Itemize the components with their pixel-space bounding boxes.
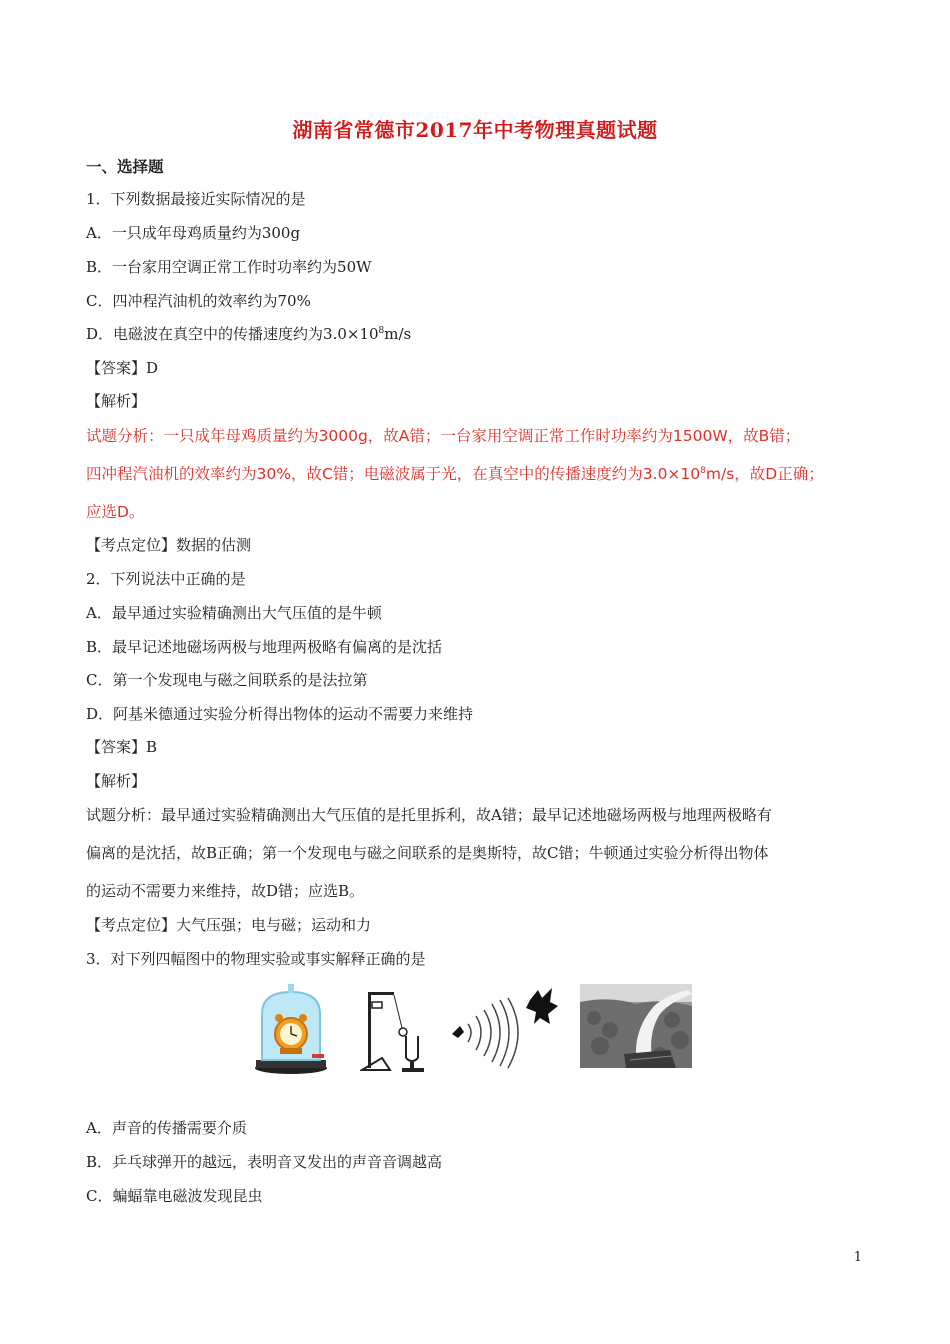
q1-analysis-line-1: 试题分析：一只成年母鸡质量约为3000g，故A错；一台家用空调正常工作时功率约为1500W，故B错； [86, 427, 801, 445]
page-title: 湖南省常德市2017年中考物理真题试题 [292, 118, 658, 142]
q2-analysis-label: 【解析】 [86, 772, 147, 790]
q1-option-d [86, 323, 411, 344]
road-photo-figure [580, 984, 692, 1068]
q1-option-d-text: D．电磁波在真空中的传播速度约为3.0×10 [86, 325, 379, 343]
q3-figures [250, 984, 700, 1076]
q1-option-c: C．四冲程汽油机的效率约为70% [86, 292, 311, 310]
q1-answer: 【答案】D [86, 359, 159, 377]
q2-option-a: A．最早通过实验精确测出大气压值的是牛顿 [86, 604, 382, 622]
q1-analysis-line-3: 应选D。 [86, 503, 145, 521]
q1-analysis-line-2-exponent: 8 [700, 465, 706, 476]
q2-analysis-line-2: 偏离的是沈括，故B正确；第一个发现电与磁之间联系的是奥斯特，故C错；牛顿通过实验分析得出物体 [86, 844, 769, 862]
q3-option-a: A．声音的传播需要介质 [86, 1119, 247, 1137]
q3-option-b: B．乒乓球弹开的越远，表明音叉发出的声音音调越高 [86, 1153, 443, 1171]
q2-answer: 【答案】B [86, 738, 158, 756]
q2-kaodian: 【考点定位】大气压强；电与磁；运动和力 [86, 916, 372, 934]
q3-option-c: C．蝙蝠靠电磁波发现昆虫 [86, 1187, 263, 1205]
q2-analysis-line-3: 的运动不需要力来维持，故D错；应选B。 [86, 882, 365, 900]
bell-jar-figure [250, 984, 332, 1076]
q1-kaodian: 【考点定位】数据的估测 [86, 536, 252, 554]
q1-option-d-exponent: 8 [378, 326, 385, 336]
page-number: 1 [853, 1250, 862, 1265]
q1-analysis-line-2-tail: m/s，故D正确； [705, 465, 824, 483]
q1-option-b: B．一台家用空调正常工作时功率约为50W [86, 258, 372, 276]
q2-option-c: C．第一个发现电与磁之间联系的是法拉第 [86, 671, 368, 689]
tuning-fork-figure [360, 984, 430, 1076]
q2-option-b: B．最早记述地磁场两极与地理两极略有偏离的是沈括 [86, 638, 443, 656]
q3-stem: 3．对下列四幅图中的物理实验或事实解释正确的是 [86, 950, 426, 968]
q1-option-a: A．一只成年母鸡质量约为300g [86, 224, 301, 242]
q2-analysis-line-1: 试题分析：最早通过实验精确测出大气压值的是托里拆利，故A错；最早记述地磁场两极与地理两极略有 [86, 806, 772, 824]
q1-option-d-unit: m/s [384, 325, 412, 343]
q1-analysis-line-2 [86, 462, 824, 484]
q1-stem: 1．下列数据最接近实际情况的是 [86, 190, 306, 208]
q1-analysis-line-2-text: 四冲程汽油机的效率约为30%，故C错；电磁波属于光，在真空中的传播速度约为3.0×10 [86, 465, 701, 483]
q1-analysis-label: 【解析】 [86, 392, 147, 410]
q2-stem: 2．下列说法中正确的是 [86, 570, 246, 588]
bat-echolocation-figure [450, 984, 560, 1076]
q2-option-d: D．阿基米德通过实验分析得出物体的运动不需要力来维持 [86, 705, 474, 723]
section-heading: 一、选择题 [86, 157, 164, 176]
